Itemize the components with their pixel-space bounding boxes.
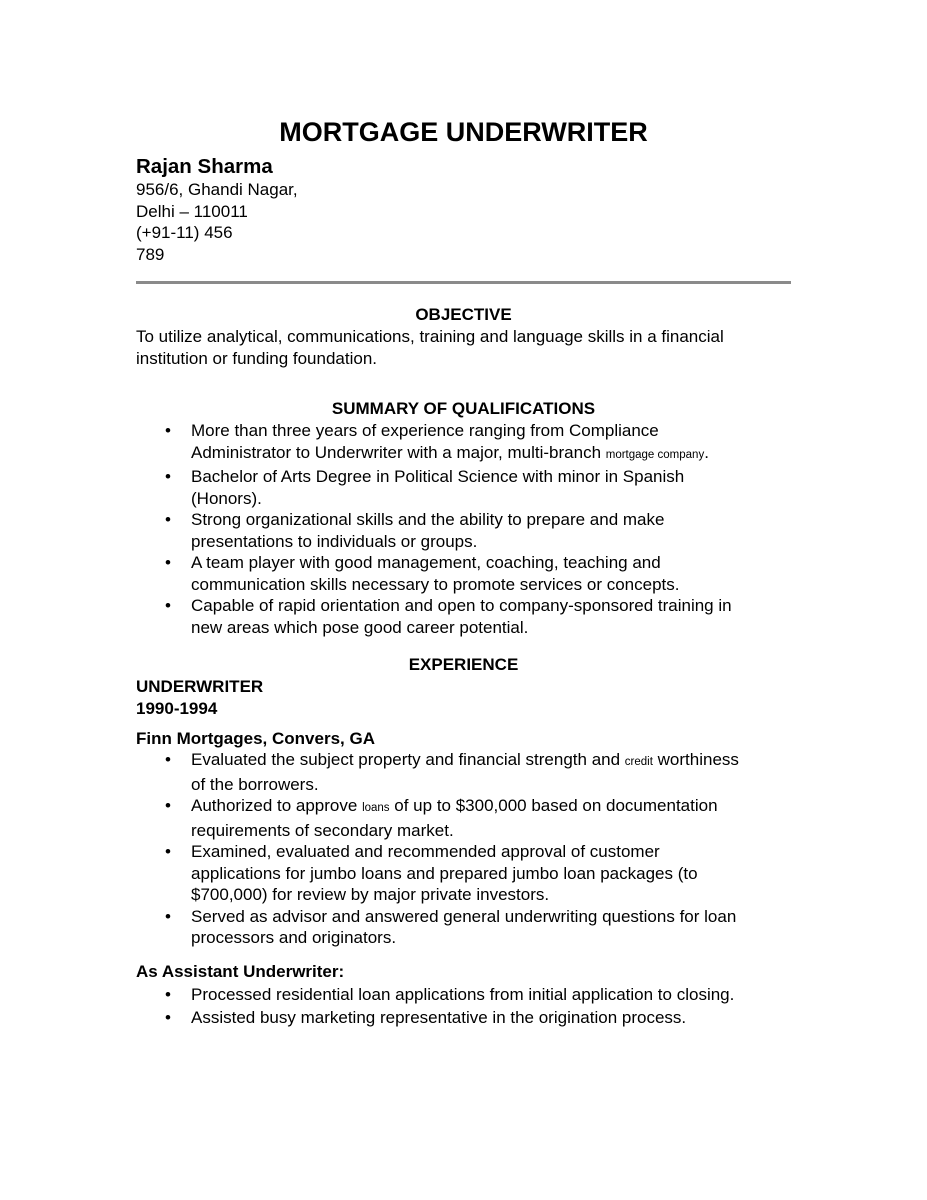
bullet-icon: • (165, 985, 171, 1004)
list-item-line (191, 1006, 734, 1029)
line-text: worthiness (652, 750, 739, 769)
line-text: Administrator to Underwriter with a major, multi-branch (191, 442, 606, 462)
list-item-line (191, 509, 732, 531)
line-text: (Honors). (191, 488, 262, 508)
list-item (136, 1006, 734, 1029)
address-line: Delhi – 110011 (136, 201, 248, 221)
job-years: 1990-1994 (136, 698, 218, 718)
line-text: Served as advisor and answered general underwriting questions for loan (191, 906, 737, 926)
company-name: Finn Mortgages, Convers, GA (136, 729, 375, 748)
list-item-line (191, 442, 732, 467)
list-item-line (191, 795, 739, 820)
line-text: $700,000) for review by major private investors. (191, 885, 550, 904)
summary-heading: SUMMARY OF QUALIFICATIONS (331, 399, 596, 418)
list-item-line (191, 574, 732, 596)
list-item-line (191, 841, 739, 863)
summary-list (136, 420, 732, 638)
assistant-heading: As Assistant Underwriter: (136, 962, 345, 981)
line-text: communication skills necessary to promote services or concepts. (191, 574, 680, 594)
contact-block (136, 155, 298, 265)
experience-heading: EXPERIENCE (408, 655, 519, 674)
bullet-icon: • (165, 510, 171, 529)
line-text: Bachelor of Arts Degree in Political Science with minor in Spanish (191, 467, 685, 486)
list-item-line (191, 420, 732, 442)
line-text: Capable of rapid orientation and open to company-sponsored training in (191, 596, 732, 615)
bullet-icon: • (165, 421, 171, 440)
line-text: of up to $300,000 based on documentation (389, 796, 718, 815)
line-text: . (704, 442, 709, 462)
line-text: A team player with good management, coaching, teaching and (191, 553, 661, 572)
list-item (136, 749, 739, 795)
line-text: applications for jumbo loans and prepared jumbo loan packages (to (191, 863, 698, 883)
list-item-line (191, 774, 739, 796)
list-item (136, 841, 739, 906)
bullet-icon: • (165, 467, 171, 486)
phone-line: 789 (136, 244, 165, 264)
page-title: MORTGAGE UNDERWRITER (279, 117, 648, 147)
bullet-icon: • (165, 796, 171, 815)
bullet-icon: • (165, 553, 171, 572)
list-item-line (191, 552, 732, 574)
list-item (136, 983, 734, 1006)
line-text: More than three years of experience ranging from Compliance (191, 421, 659, 440)
line-text: new areas which pose good career potential. (191, 617, 529, 637)
address-line: 956/6, Ghandi Nagar, (136, 180, 298, 199)
list-item (136, 552, 732, 595)
list-item (136, 420, 732, 466)
bullet-icon: • (165, 906, 171, 926)
experience-list (136, 749, 739, 949)
list-item-line (191, 884, 739, 906)
objective-line: To utilize analytical, communications, training and language skills in a financial (136, 327, 724, 346)
job-header (136, 676, 263, 719)
line-text: presentations to individuals or groups. (191, 531, 478, 551)
bullet-icon: • (165, 750, 171, 769)
list-item-line (191, 617, 732, 639)
list-item-line (191, 863, 739, 885)
list-item (136, 466, 732, 509)
bullet-icon: • (165, 1008, 171, 1027)
line-text: Assisted busy marketing representative in the origination process. (191, 1008, 687, 1027)
list-item (136, 795, 739, 841)
list-item-line (191, 820, 739, 842)
line-text: Processed residential loan applications from initial application to closing. (191, 985, 735, 1004)
list-item-line (191, 906, 739, 928)
list-item-line (191, 595, 732, 617)
objective-line: institution or funding foundation. (136, 348, 378, 368)
line-text: Examined, evaluated and recommended approval of customer (191, 842, 660, 861)
list-item-line (191, 983, 734, 1006)
list-item (136, 509, 732, 552)
line-text: loans (362, 802, 390, 814)
list-item-line (191, 488, 732, 510)
line-text: credit (624, 756, 653, 768)
objective-text (136, 326, 724, 369)
phone-line: (+91-11) 456 (136, 223, 233, 242)
job-role: UNDERWRITER (136, 677, 264, 696)
objective-heading: OBJECTIVE (415, 305, 512, 324)
bullet-icon: • (165, 842, 171, 861)
divider (136, 281, 791, 284)
line-text: requirements of secondary market. (191, 820, 454, 840)
list-item-line (191, 466, 732, 488)
list-item-line (191, 927, 739, 949)
list-item-line (191, 749, 739, 774)
list-item-line (191, 531, 732, 553)
line-text: processors and originators. (191, 928, 397, 947)
line-text: mortgage company (605, 448, 705, 461)
assistant-list (136, 983, 734, 1029)
line-text: of the borrowers. (191, 774, 319, 794)
line-text: Evaluated the subject property and financial strength and (191, 750, 625, 769)
line-text: Authorized to approve (191, 796, 363, 815)
line-text: Strong organizational skills and the ability to prepare and make (191, 510, 665, 529)
list-item (136, 906, 739, 949)
list-item (136, 595, 732, 638)
bullet-icon: • (165, 596, 171, 615)
candidate-name: Rajan Sharma (136, 155, 273, 178)
